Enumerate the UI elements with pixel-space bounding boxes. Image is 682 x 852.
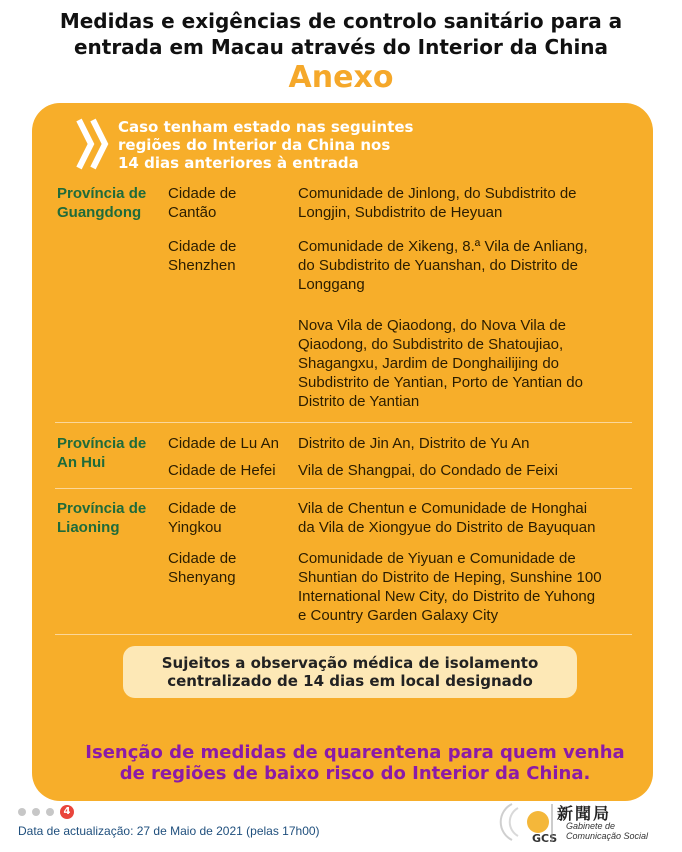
annex-heading: Anexo — [288, 60, 394, 95]
province-guangdong — [57, 184, 167, 222]
location-shenyang — [298, 549, 628, 625]
city-label: Cidade de — [168, 238, 237, 255]
section-divider — [55, 634, 632, 635]
location-yingkou — [298, 499, 628, 537]
city-yingkou — [168, 499, 296, 537]
section-divider — [55, 422, 632, 423]
intro-line-1: Caso tenham estado nas seguintes — [118, 118, 414, 136]
title-line-1: Medidas e exigências de controlo sanitário para a — [59, 9, 623, 33]
isolation-notice — [123, 646, 577, 698]
province-label: Província de — [57, 435, 147, 452]
logo-line-2: Comunicação Social — [566, 831, 649, 841]
city-name: Yingkou — [168, 519, 222, 536]
location-line: Shuntian do Distrito de Heping, Sunshine 100 — [298, 569, 602, 586]
intro-text — [118, 118, 478, 172]
update-date: Data de actualização: 27 de Maio de 2021 (pelas 17h00) — [18, 824, 320, 838]
location-line: International New City, do Distrito de Yuhong — [298, 588, 596, 605]
page-dot[interactable] — [46, 808, 54, 816]
location-line: Subdistrito de Yantian, Porto de Yantian do — [298, 374, 583, 391]
location-line: Comunidade de Xikeng, 8.ª Vila de Anliang, — [298, 238, 588, 255]
location-line: Qiaodong, do Subdistrito de Shatoujiao, — [298, 336, 564, 353]
city-luan: Cidade de Lu An — [168, 435, 279, 452]
location-line: da Vila de Xiongyue do Distrito de Bayuquan — [298, 519, 596, 536]
page-indicator[interactable] — [18, 805, 74, 819]
province-label: Província de — [57, 185, 147, 202]
location-hefei: Vila de Shangpai, do Condado de Feixi — [298, 462, 558, 479]
title-line-2: entrada em Macau através do Interior da China — [73, 35, 609, 59]
city-label: Cidade de — [168, 500, 237, 517]
location-line: Vila de Chentun e Comunidade de Honghai — [298, 500, 588, 517]
logo-mark-text: GCS — [532, 832, 558, 845]
province-label: Província de — [57, 500, 147, 517]
city-cantao — [168, 184, 296, 222]
city-label: Cidade de — [168, 550, 237, 567]
province-name: An Hui — [57, 454, 106, 471]
exemption-line-2: de regiões de baixo risco do Interior da China. — [119, 763, 591, 784]
city-name: Shenzhen — [168, 257, 236, 274]
current-page-badge[interactable]: 4 — [60, 805, 74, 819]
double-chevron-right-icon — [76, 116, 110, 172]
section-divider — [55, 488, 632, 489]
city-label: Cidade de — [168, 185, 237, 202]
notice-line-1: Sujeitos a observação médica de isolamento — [161, 654, 539, 672]
intro-line-3: 14 dias anteriores à entrada — [118, 154, 359, 172]
location-line: Shagangxu, Jardim de Donghailijing do — [298, 355, 560, 372]
location-shenzhen-1 — [298, 237, 628, 294]
page-title — [0, 8, 682, 60]
province-anhui — [57, 434, 167, 472]
location-line: Comunidade de Jinlong, do Subdistrito de — [298, 185, 577, 202]
intro-line-2: regiões do Interior da China nos — [118, 136, 391, 154]
location-line: Distrito de Yantian — [298, 393, 420, 410]
logo-chinese-name: 新聞局 — [557, 804, 612, 823]
city-shenyang — [168, 549, 296, 587]
page-dot[interactable] — [18, 808, 26, 816]
location-luan: Distrito de Jin An, Distrito de Yu An — [298, 435, 530, 452]
location-line: Longjin, Subdistrito de Heyuan — [298, 204, 503, 221]
city-name: Cantão — [168, 204, 217, 221]
province-name: Guangdong — [57, 204, 142, 221]
logo-portuguese-name — [566, 821, 648, 841]
location-line: Nova Vila de Qiaodong, do Nova Vila de — [298, 317, 566, 334]
location-line: Longgang — [298, 276, 365, 293]
city-hefei: Cidade de Hefei — [168, 462, 276, 479]
city-name: Shenyang — [168, 569, 236, 586]
page-dot[interactable] — [32, 808, 40, 816]
province-name: Liaoning — [57, 519, 120, 536]
location-line: do Subdistrito de Yuanshan, do Distrito de — [298, 257, 578, 274]
location-line: Comunidade de Yiyuan e Comunidade de — [298, 550, 576, 567]
location-cantao — [298, 184, 628, 222]
city-shenzhen — [168, 237, 296, 275]
province-liaoning — [57, 499, 167, 537]
exemption-text — [60, 742, 650, 784]
location-line: e Country Garden Galaxy City — [298, 607, 499, 624]
location-shenzhen-2 — [298, 316, 628, 411]
notice-line-2: centralizado de 14 dias em local designado — [167, 672, 533, 690]
exemption-line-1: Isenção de medidas de quarentena para quem venha — [85, 742, 625, 763]
logo-line-1: Gabinete de — [566, 821, 616, 831]
